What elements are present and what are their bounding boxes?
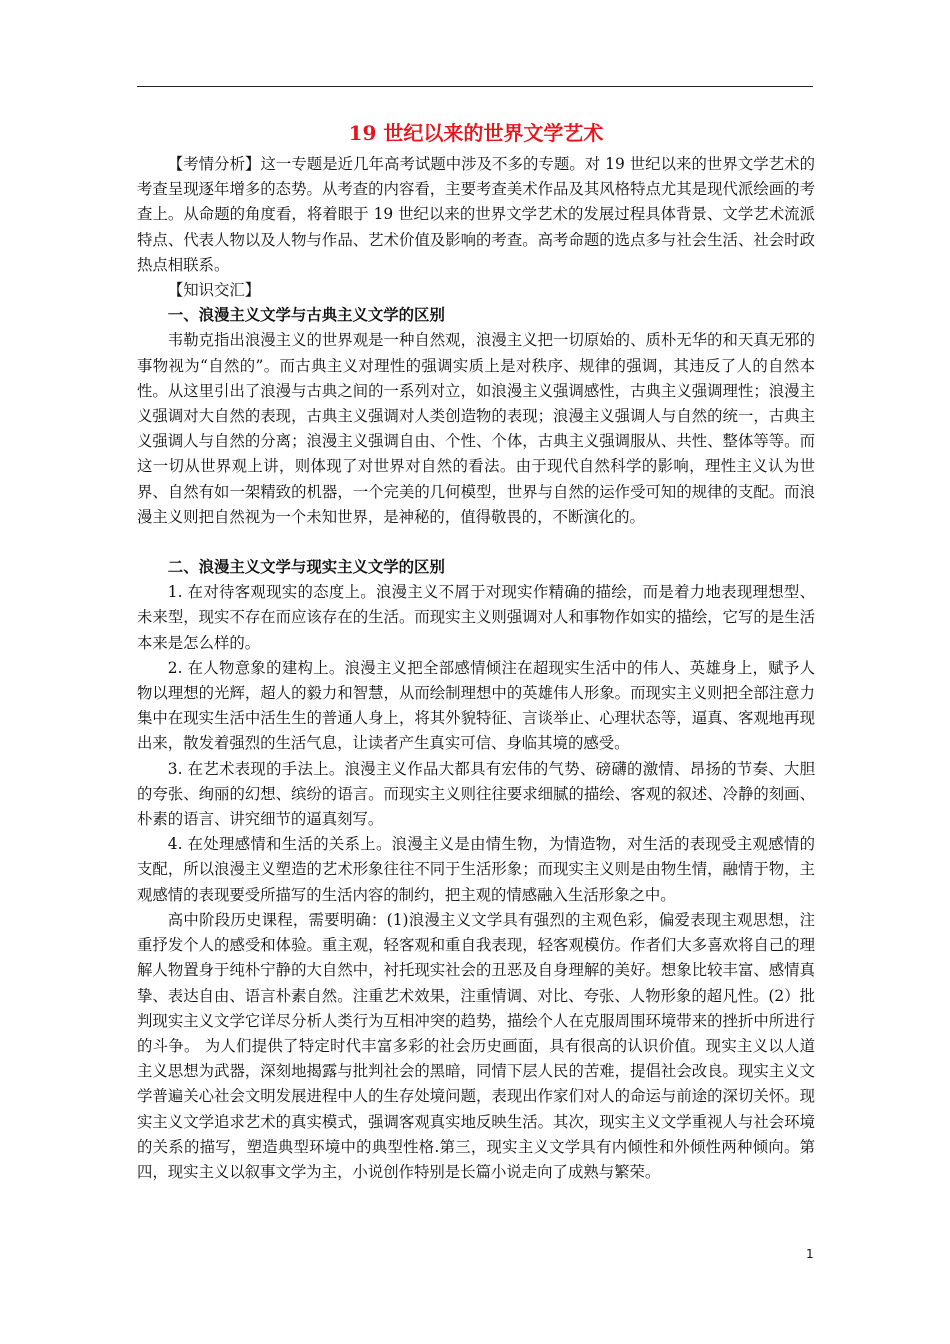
section2-item-1: 1. 在对待客观现实的态度上。浪漫主义不屑于对现实作精确的描绘，而是着力地表现理想型、未来型，现实不存在而应该存在的生活。而现实主义则强调对人和事物作如实的描绘，它写的是生活本来是怎么样的。 [137,583,815,652]
section2-heading: 二、浪漫主义文学与现实主义文学的区别 [167,558,445,577]
section2-item-2: 2. 在人物意象的建构上。浪漫主义把全部感情倾注在超现实生活中的伟人、英雄身上，赋予人物以理想的光辉，超人的毅力和智慧，从而绘制理想中的英雄伟人形象。而现实主义则把全部注意力集中在现实生活中活生生的普通人身上，将其外貌特征、言谈举止、心理状态等，逼真、客观地再现出来，散发着强烈的生活气息，让读者产生真实可信、身临其境的感受。 [137,658,815,753]
section2-item-4: 4. 在处理感情和生活的关系上。浪漫主义是由情生物，为情造物，对生活的表现受主观感情的支配，所以浪漫主义塑造的艺术形象往往不同于生活形象；而现实主义则是由物生情，融情于物，主观感情的表现要受所描写的生活内容的制约，把主观的情感融入生活形象之中。 [137,835,815,904]
knowledge-label: 【知识交汇】 [167,281,261,300]
section1-body: 韦勒克指出浪漫主义的世界观是一种自然观，浪漫主义把一切原始的、质朴无华的和天真无邪的事物视为“自然的”。而古典主义对理性的强调实质上是对秩序、规律的强调，其违反了人的自然本性。从这里引出了浪漫与古典之间的一系列对立，如浪漫主义强调感性，古典主义强调理性；浪漫主义强调对大自然的表现，古典主义强调对人类创造物的表现；浪漫主义强调人与自然的统一，古典主义强调人与自然的分离；浪漫主义强调自由、个性、个体，古典主义强调服从、共性、整体等等。而这一切从世界观上讲，则体现了对世界对自然的看法。由于现代自然科学的影响，理性主义认为世界、自然有如一架精致的机器，一个完美的几何模型，世界与自然的运作受可知的规律的支配。而浪漫主义则把自然视为一个未知世界，是神秘的，值得敬畏的，不断演化的。 [137,331,815,526]
section-spacer [137,530,815,555]
document-body [137,118,815,1185]
intro-paragraph: 【考情分析】这一专题是近几年高考试题中涉及不多的专题。对 19 世纪以来的世界文学艺术的考查呈现逐年增多的态势。从考查的内容看，主要考查美术作品及其风格特点尤其是现代派绘画的考查上。从命题的角度看，将着眼于 19 世纪以来的世界文学艺术的发展过程具体背景、文学艺术流派特点、代表人物以及人物与作品、艺术价值及影响的考查。高考命题的选点多与社会生活、社会时政热点相联系。 [137,155,815,274]
section2-item-3: 3. 在艺术表现的手法上。浪漫主义作品大都具有宏伟的气势、磅礴的激情、昂扬的节奏、大胆的夸张、绚丽的幻想、缤纷的语言。而现实主义则往往要求细腻的描绘、客观的叙述、冷静的刻画、朴素的语言、讲究细节的逼真刻写。 [137,759,815,829]
page-number: 1 [806,1247,814,1261]
section1-heading: 一、浪漫主义文学与古典主义文学的区别 [167,306,445,325]
header-rule [137,86,813,87]
section2-summary: 高中阶段历史课程，需要明确：(1)浪漫主义文学具有强烈的主观色彩，偏爱表现主观思想，注重抒发个人的感受和体验。重主观，轻客观和重自我表现，轻客观模仿。作者们大多喜欢将自己的理解人物置身于纯朴宁静的大自然中，衬托现实社会的丑恶及自身理解的美好。想象比较丰富、感情真挚、表达自由、语言朴素自然。注重艺术效果，注重情调、对比、夸张、人物形象的超凡性。(2）批判现实主义文学它详尽分析人类行为互相冲突的趋势，描绘个人在克服周围环境带来的挫折中所进行的斗争。 为人们提供了特定时代丰富多彩的社会历史画面，具有很高的认识价值。现实主义以人道主义思想为武器，深刻地揭露与批判社会的黑暗，同情下层人民的苦难，提倡社会改良。现实主义文学普遍关心社会文明发展进程中人的生存处境问题，表现出作家们对人的命运与前途的深切关怀。现实主义文学追求艺术的真实模式，强调客观真实地反映生活。其次，现实主义文学重视人与社会环境的关系的描写，塑造典型环境中的典型性格.第三，现实主义文学具有内倾性和外倾性两种倾向。第四，现实主义以叙事文学为主，小说创作特别是长篇小说走向了成熟与繁荣。 [137,910,815,1181]
page-title: 19 世纪以来的世界文学艺术 [348,121,604,145]
